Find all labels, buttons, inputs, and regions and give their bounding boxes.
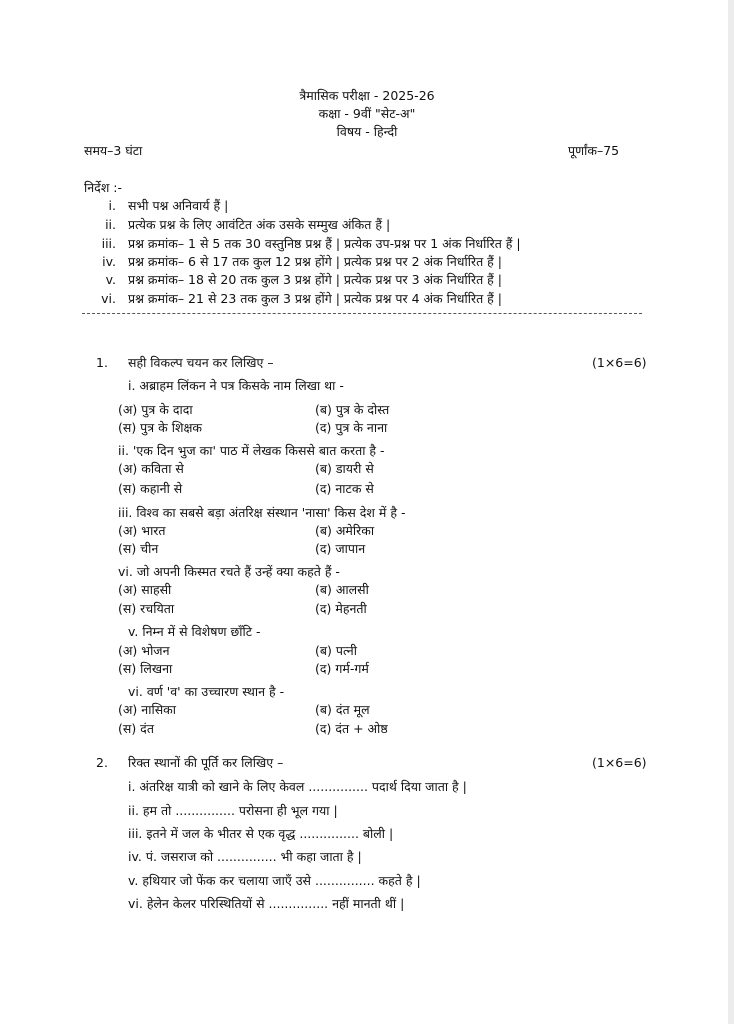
instruction-text: सभी पश्न अनिवार्य हैं | xyxy=(128,198,229,213)
q1-sub-question: vi. जो अपनी किस्मत रचते हैं उन्हें क्या कहते हैं - xyxy=(118,564,340,579)
instruction-text: प्रश्न क्रमांक– 21 से 23 तक कुल 3 प्रश्न होंगे | प्रत्येक प्रश्न पर 4 अंक निर्धारित हैं | xyxy=(128,291,502,306)
q1-sub-question: iii. विश्व का सबसे बड़ा अंतरिक्ष संस्थान 'नासा' किस देश में है - xyxy=(118,505,406,520)
q1-option: (स) चीन xyxy=(118,541,159,556)
q1-sub-question: v. निम्न में से विशेषण छाँटि - xyxy=(128,624,261,639)
q2-item: ii. हम तो ............... परोसना ही भूल गया | xyxy=(128,803,338,818)
q1-sub-question: i. अब्राहम लिंकन ने पत्र किसके नाम लिखा था - xyxy=(128,378,344,393)
q1-option: (ब) अमेरिका xyxy=(315,523,375,538)
q1-option: (अ) पुत्र के दादा xyxy=(118,402,193,417)
instruction-text: प्रश्न क्रमांक– 18 से 20 तक कुल 3 प्रश्न होंगे | प्रत्येक प्रश्न पर 3 अंक निर्धारित हैं | xyxy=(128,272,502,287)
q2-item: vi. हेलेन केलर परिस्थितियों से ............... नहीं मानती थीं | xyxy=(128,896,405,911)
q1-option: (द) मेहनती xyxy=(315,601,367,616)
instruction-num: ii. xyxy=(105,217,116,232)
instruction-text: प्रश्न क्रमांक– 6 से 17 तक कुल 12 प्रश्न होंगे | प्रत्येक प्रश्न पर 2 अंक निर्धारित हैं | xyxy=(128,254,502,269)
instruction-num: v. xyxy=(105,272,116,287)
q1-option: (स) लिखना xyxy=(118,661,173,676)
exam-subject: विषय - हिन्दी xyxy=(336,124,398,139)
exam-class: कक्षा - 9वीं "सेट-अ" xyxy=(318,106,416,121)
exam-time: समय–3 घंटा xyxy=(84,143,143,158)
q1-option: (अ) भोजन xyxy=(118,643,170,658)
q1-option: (ब) डायरी से xyxy=(315,461,374,476)
q2-title: रिक्त स्थानों की पूर्ति कर लिखिए – xyxy=(128,755,284,770)
instruction-text: प्रत्येक प्रश्न के लिए आवंटित अंक उसके सम्मुख अंकित हैं | xyxy=(128,217,391,232)
q1-option: (स) दंत xyxy=(118,721,154,736)
q1-option: (द) जापान xyxy=(315,541,366,556)
q2-item: i. अंतरिक्ष यात्री को खाने के लिए केवल ............... पदार्थ दिया जाता है | xyxy=(128,779,467,794)
q1-option: (ब) दंत मूल xyxy=(315,702,370,717)
q1-option: (अ) कविता से xyxy=(118,461,184,476)
section-divider xyxy=(82,313,642,314)
page-edge xyxy=(728,0,734,1024)
q1-option: (द) नाटक से xyxy=(315,481,374,496)
q2-marks: (1×6=6) xyxy=(592,755,647,770)
q1-option: (ब) पत्नी xyxy=(315,643,357,658)
exam-title: त्रैमासिक परीक्षा - 2025-26 xyxy=(299,88,435,103)
instruction-num: i. xyxy=(108,198,116,213)
instructions-heading: निर्देश :- xyxy=(84,180,123,195)
instruction-num: vi. xyxy=(101,291,116,306)
q1-option: (द) गर्म-गर्म xyxy=(315,661,369,676)
instruction-num: iv. xyxy=(102,254,116,269)
q2-number: 2. xyxy=(96,755,108,770)
q2-item: iv. पं. जसराज को ............... भी कहा जाता है | xyxy=(128,849,362,864)
q1-option: (द) पुत्र के नाना xyxy=(315,420,388,435)
exam-marks: पूर्णांक–75 xyxy=(568,143,620,158)
instruction-text: प्रश्न क्रमांक– 1 से 5 तक 30 वस्तुनिष्ठ प्रश्न हैं | प्रत्येक उप-प्रश्न पर 1 अंक निर्धारित हैं | xyxy=(128,236,521,251)
q1-title: सही विकल्प चयन कर लिखिए – xyxy=(128,355,274,370)
instruction-num: iii. xyxy=(101,236,116,251)
q1-sub-question: ii. 'एक दिन भुज का' पाठ में लेखक किससे बात करता है - xyxy=(118,443,385,458)
q1-option: (अ) साहसी xyxy=(118,582,172,597)
q1-option: (ब) आलसी xyxy=(315,582,369,597)
q1-marks: (1×6=6) xyxy=(592,355,647,370)
q1-sub-question: vi. वर्ण 'व' का उच्चारण स्थान है - xyxy=(128,684,285,699)
q1-option: (अ) नासिका xyxy=(118,702,176,717)
q1-option: (द) दंत + ओष्ठ xyxy=(315,721,388,736)
q1-option: (अ) भारत xyxy=(118,523,166,538)
q1-option: (ब) पुत्र के दोस्त xyxy=(315,402,390,417)
q2-item: iii. इतने में जल के भीतर से एक वृद्ध ............... बोली | xyxy=(128,826,394,841)
q2-item: v. हथियार जो फेंक कर चलाया जाएँ उसे ............... कहते है | xyxy=(128,873,421,888)
q1-option: (स) पुत्र के शिक्षक xyxy=(118,420,203,435)
q1-number: 1. xyxy=(96,355,108,370)
q1-option: (स) रचयिता xyxy=(118,601,175,616)
q1-option: (स) कहानी से xyxy=(118,481,183,496)
